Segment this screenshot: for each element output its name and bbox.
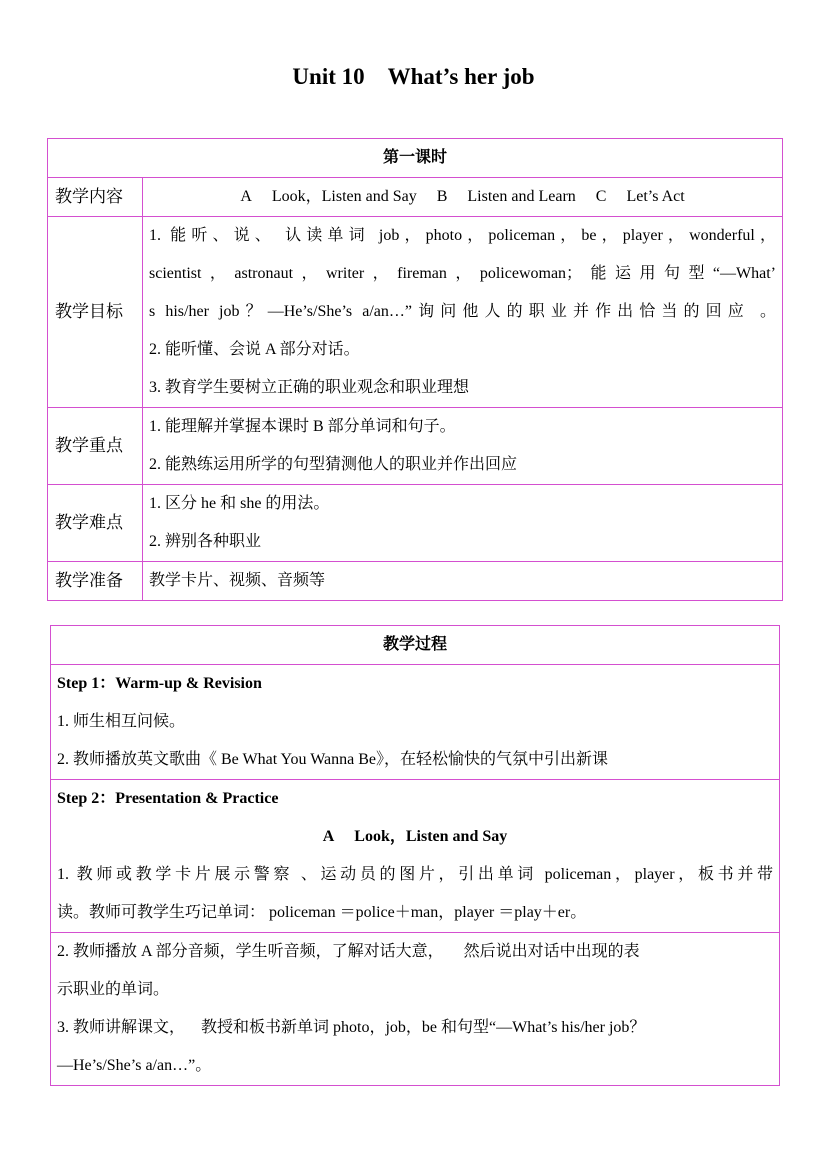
row-label-difficulties: 教学难点	[48, 485, 143, 562]
teaching-process-table	[50, 625, 780, 1086]
step1-line: 2. 教师播放英文歌曲《 Be What You Wanna Be》，在轻松愉快的气氛中引出新课	[57, 751, 609, 768]
key-point-line: 1. 能理解并掌握本课时 B 部分单词和句子。	[149, 418, 456, 435]
step2-cell	[51, 780, 780, 933]
lesson-header: 第一课时	[48, 139, 783, 178]
row-value-content: A Look，Listen and Say B Listen and Learn C Let’s Act	[143, 178, 783, 217]
objective-line: 1. 能听、说、 认读单词 job，photo，policeman，be，player，wonderful，	[149, 227, 777, 244]
row-label-key-points: 教学重点	[48, 408, 143, 485]
step2-subheading: A Look，Listen and Say	[322, 828, 508, 845]
row-label-preparation: 教学准备	[48, 562, 143, 601]
step1-heading: Step 1：Warm-up & Revision	[57, 675, 262, 692]
step3-line: 3. 教师讲解课文， 教授和板书新单词 photo，job，be 和句型“—What’s his/her job？	[57, 1019, 646, 1036]
step3-cell	[51, 933, 780, 1086]
step3-line: 示职业的单词。	[57, 981, 170, 998]
step3-line: —He’s/She’s a/an…”。	[57, 1057, 212, 1074]
row-label-objectives: 教学目标	[48, 217, 143, 408]
row-label-content: 教学内容	[48, 178, 143, 217]
step1-cell	[51, 665, 780, 780]
step2-line: 1. 教师或教学卡片展示警察 、运动员的图片，引出单词 policeman，player，板书并带	[57, 866, 773, 883]
step2-heading: Step 2：Presentation & Practice	[57, 790, 279, 807]
step3-line: 2. 教师播放 A 部分音频，学生听音频，了解对话大意， 然后说出对话中出现的表	[57, 943, 640, 960]
step2-line: 读。教师可教学生巧记单词： policeman ＝police＋man，player ＝play＋er。	[57, 904, 587, 921]
difficulty-line: 2. 辨别各种职业	[149, 533, 262, 550]
step1-line: 1. 师生相互问候。	[57, 713, 186, 730]
difficulty-line: 1. 区分 he 和 she 的用法。	[149, 495, 330, 512]
row-value-preparation: 教学卡片、视频、音频等	[143, 562, 783, 601]
objective-line: s his/her job？—He’s/She’s a/an…”询问他人的职业并作出恰当的回应 。	[149, 303, 777, 320]
key-point-line: 2. 能熟练运用所学的句型猜测他人的职业并作出回应	[149, 456, 518, 473]
row-value-objectives	[143, 217, 783, 408]
page-title: Unit 10 What’s her job	[292, 64, 535, 89]
row-value-difficulties	[143, 485, 783, 562]
process-header: 教学过程	[51, 626, 780, 665]
objective-line: 3. 教育学生要树立正确的职业观念和职业理想	[149, 379, 470, 396]
row-value-key-points	[143, 408, 783, 485]
lesson-plan-table	[47, 138, 783, 601]
objective-line: 2. 能听懂、会说 A 部分对话。	[149, 341, 360, 358]
objective-line: scientist，astronaut，writer，fireman，policewoman；能运用句型“—What’	[149, 265, 777, 282]
